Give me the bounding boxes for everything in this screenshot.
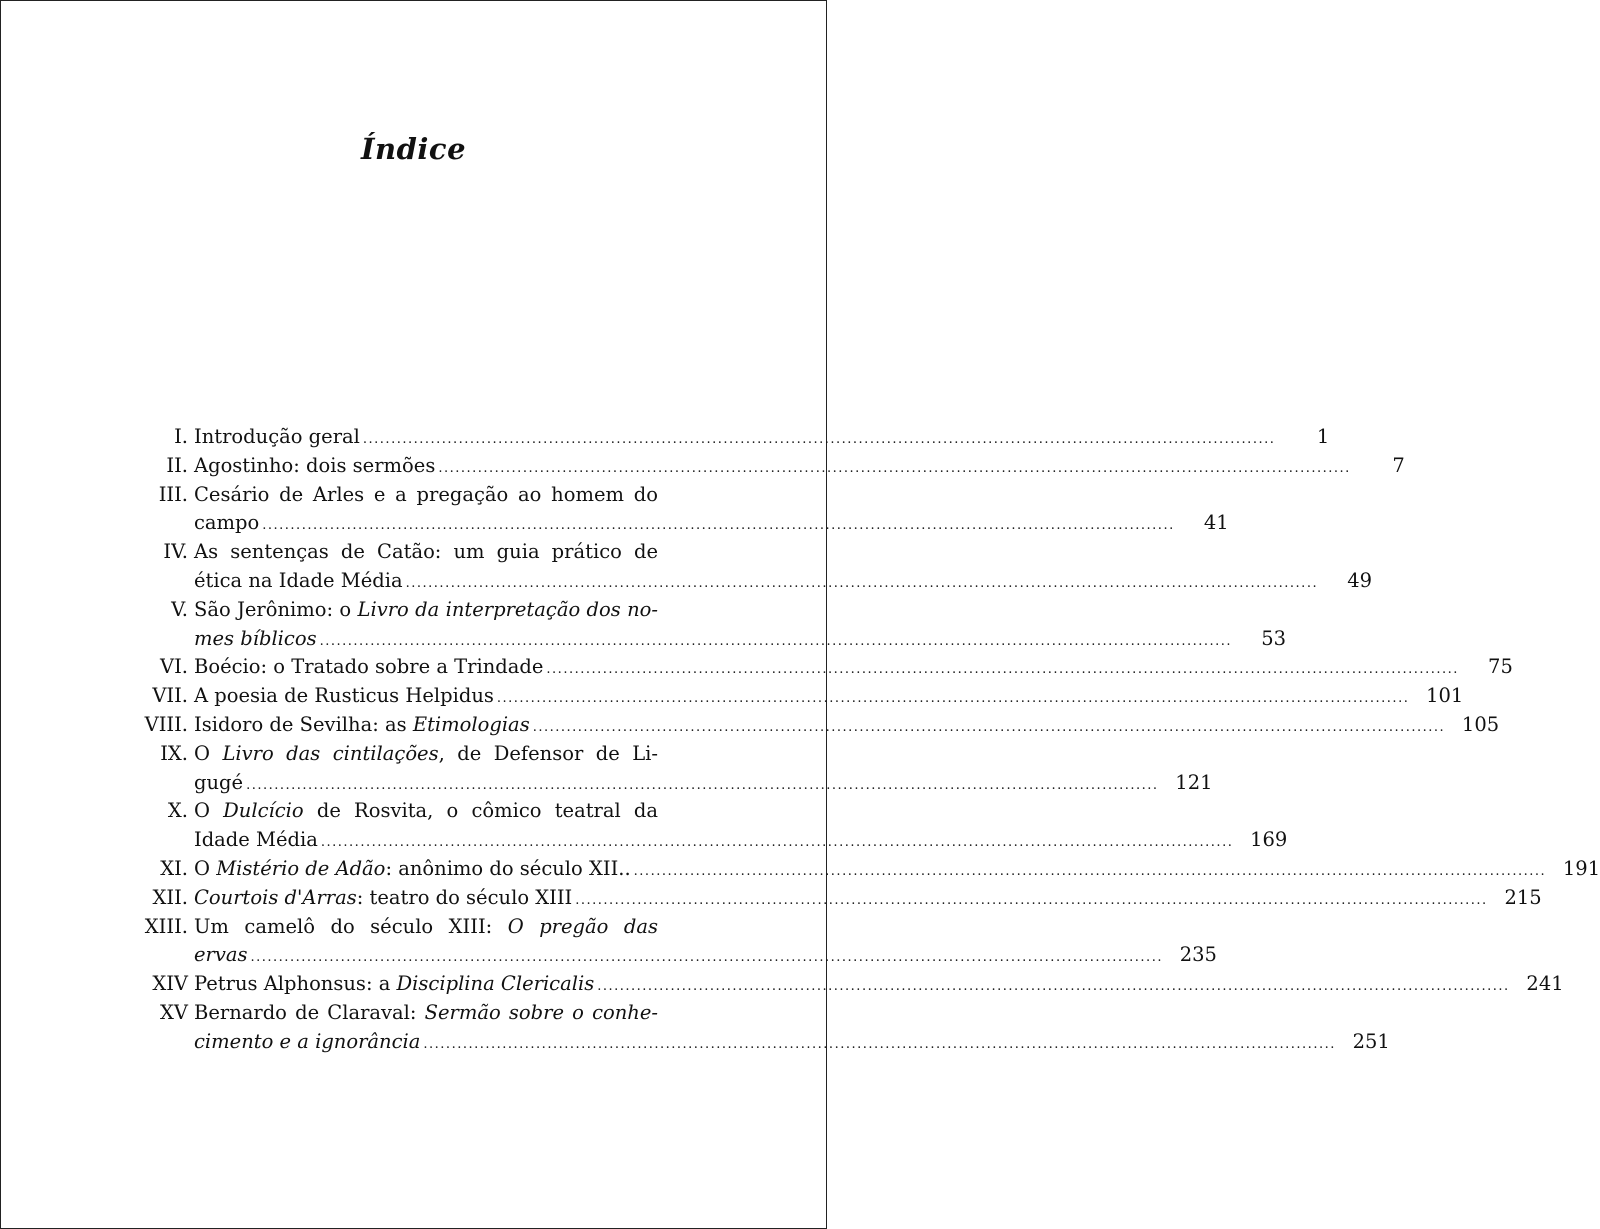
leader-dots [262,512,1174,541]
entry-content [188,797,658,826]
leader-dots [320,628,1232,657]
italic-work-title: ervas [194,943,248,967]
entry-title-text [194,538,658,567]
page-number: 191 [1562,856,1600,880]
title-segment: Bernardo de Claraval: [194,1000,425,1024]
toc-line [128,884,1542,913]
title-segment: campo [194,511,260,535]
toc-line [128,797,710,826]
entry-content [188,567,1320,599]
toc-entry [128,596,1287,654]
entry-content [188,1028,1338,1060]
title-segment: Idade Média [194,828,318,852]
entry-title-text [194,913,658,942]
chapter-numeral: XII. [152,885,188,909]
table-of-contents [128,423,1600,1057]
page-number: 1 [1316,425,1330,448]
entry-title-text [194,567,403,596]
toc-entry [128,740,1213,798]
title-segment: ética na Idade Média [194,568,403,592]
entry-content [188,682,1411,714]
entry-title-text [194,884,572,913]
title-segment: São Jerônimo: o [194,597,358,621]
toc-entry [128,538,1373,596]
page-number: 53 [1261,626,1287,650]
entry-title-text [194,682,494,711]
chapter-numeral: XV [160,1000,188,1024]
italic-work-title: Mistério de Adão [216,856,386,880]
entry-title-text [194,1028,420,1057]
entry-title-text [194,797,658,826]
title-segment: Isidoro de Sevilha: as [194,712,413,736]
leader-dots [246,772,1158,801]
toc-line [128,423,1330,452]
chapter-numeral: IV. [163,540,188,564]
chapter-numeral: I. [174,425,188,448]
entry-title-text [194,596,658,625]
title-segment: Boécio: o Tratado sobre a Trindade [194,655,544,679]
leader-dots [321,829,1233,858]
title-segment: O [194,799,224,823]
title-segment: O [194,856,217,880]
entry-title-text [194,740,658,769]
entry-content [188,653,1461,685]
leader-dots [438,455,1350,484]
entry-title-text [194,769,243,798]
title-segment: A poesia de Rusticus Helpidus [194,684,494,708]
toc-line [128,509,1229,538]
italic-work-title: mes bíblicos [194,626,317,650]
chapter-numeral: X. [167,799,188,823]
title-segment: O [194,741,223,765]
page-number: 121 [1175,770,1213,794]
italic-work-title: Courtois d'Arras [194,885,357,909]
page-number: 75 [1488,655,1513,679]
italic-work-title: Disciplina Clericalis [396,972,595,996]
leader-dots [363,426,1275,455]
chapter-numeral: VI. [160,655,188,679]
toc-line [128,538,710,567]
page-number: 235 [1179,943,1217,967]
toc-line [128,625,1287,654]
toc-line [128,452,1405,481]
toc-line [128,711,1500,740]
toc-entry [128,855,1600,884]
toc-entry [128,884,1542,913]
chapter-numeral: XIV [152,972,188,996]
entry-content [188,970,1512,1002]
italic-work-title: Sermão sobre o conhe- [424,1000,658,1024]
toc-entry [128,999,1390,1057]
chapter-numeral: III. [158,482,188,506]
leader-dots [533,714,1445,743]
toc-entry [128,970,1564,999]
chapter-numeral: V. [171,597,188,621]
entry-title-text [194,999,658,1028]
toc-entry [128,711,1500,740]
italic-work-title: Livro das cintilações [222,741,439,765]
chapter-numeral: VII. [152,684,188,708]
leader-dots [546,656,1458,685]
page-number: 105 [1461,712,1500,736]
entry-content [188,769,1161,801]
title-segment: Petrus Alphonsus: a [194,972,397,996]
italic-work-title: cimento e a ignorância [194,1029,421,1053]
toc-entry [128,797,1288,855]
italic-work-title: Etimologias [412,712,530,736]
toc-line [128,740,710,769]
italic-work-title: Livro da interpretação dos no- [357,597,658,621]
entry-content [188,740,658,769]
toc-line [128,769,1213,798]
leader-dots [597,973,1509,1002]
toc-entry [128,481,1229,539]
leader-dots [251,944,1163,973]
page-number: 101 [1426,684,1464,708]
toc-entry [128,913,1217,971]
leader-dots [575,887,1487,916]
chapter-numeral: II. [166,453,188,477]
page-number: 49 [1347,568,1373,592]
entry-title-text [194,855,631,884]
chapter-numeral: IX. [160,741,188,765]
toc-line [128,481,710,510]
italic-work-title: Dulcício [223,799,304,823]
page-number: 41 [1203,511,1229,535]
entry-title-text [194,509,259,538]
entry-title-text [194,941,248,970]
toc-entry [128,682,1464,711]
entry-content [188,999,658,1028]
toc-line [128,855,1600,884]
toc-line [128,941,1217,970]
leader-dots [497,685,1409,714]
toc-entry [128,423,1330,452]
entry-content [188,452,1353,484]
title-segment: , de Defensor de Li- [438,741,659,765]
title-segment: Agostinho: dois sermões [194,453,436,477]
title-segment: Cesário de Arles e a pregação ao homem do [194,482,658,506]
entry-title-text [194,711,530,740]
page-title: Índice [360,132,467,166]
italic-work-title: O pregão das [507,914,658,938]
entry-content [188,855,1548,887]
toc-line [128,970,1564,999]
title-segment: Um camelô do século XIII: [194,914,508,938]
toc-line [128,999,710,1028]
entry-title-text [194,452,435,481]
page-number: 241 [1526,972,1564,996]
entry-title-text [194,481,658,510]
title-segment: Introdução geral [194,425,360,448]
page-number: 251 [1352,1029,1390,1053]
chapter-numeral: VIII. [144,712,188,736]
page-number: 7 [1392,453,1405,477]
leader-dots [634,858,1546,887]
entry-title-text [194,653,543,682]
toc-line [128,826,1288,855]
entry-content [188,884,1490,916]
leader-dots [406,570,1318,599]
entry-content [188,625,1234,657]
toc-line [128,1028,1390,1057]
toc-entry [128,653,1513,682]
toc-line [128,682,1464,711]
entry-title-text [194,625,317,654]
chapter-numeral: XI. [160,856,188,880]
entry-content [188,711,1447,743]
page-number: 169 [1250,828,1288,852]
chapter-numeral: XIII. [144,914,188,938]
entry-content [188,826,1235,858]
entry-title-text [194,970,594,999]
entry-content [188,913,658,942]
title-segment: As sentenças de Catão: um guia prático de [194,540,658,564]
toc-line [128,653,1513,682]
title-segment: : anônimo do século XII.. [385,856,631,880]
leader-dots [423,1031,1335,1060]
entry-content [188,538,658,567]
entry-content [188,509,1177,541]
entry-title-text [194,826,318,855]
toc-line [128,567,1373,596]
title-segment: de Rosvita, o cômico teatral da [303,799,659,823]
title-segment: gugé [194,770,244,794]
toc-line [128,596,710,625]
entry-content [188,941,1165,973]
entry-content [188,423,1277,455]
entry-title-text [194,423,360,452]
page-number: 215 [1504,885,1542,909]
entry-content [188,596,658,625]
toc-entry [128,452,1405,481]
title-segment: : teatro do século XIII [356,885,573,909]
entry-content [188,481,658,510]
toc-line [128,913,710,942]
